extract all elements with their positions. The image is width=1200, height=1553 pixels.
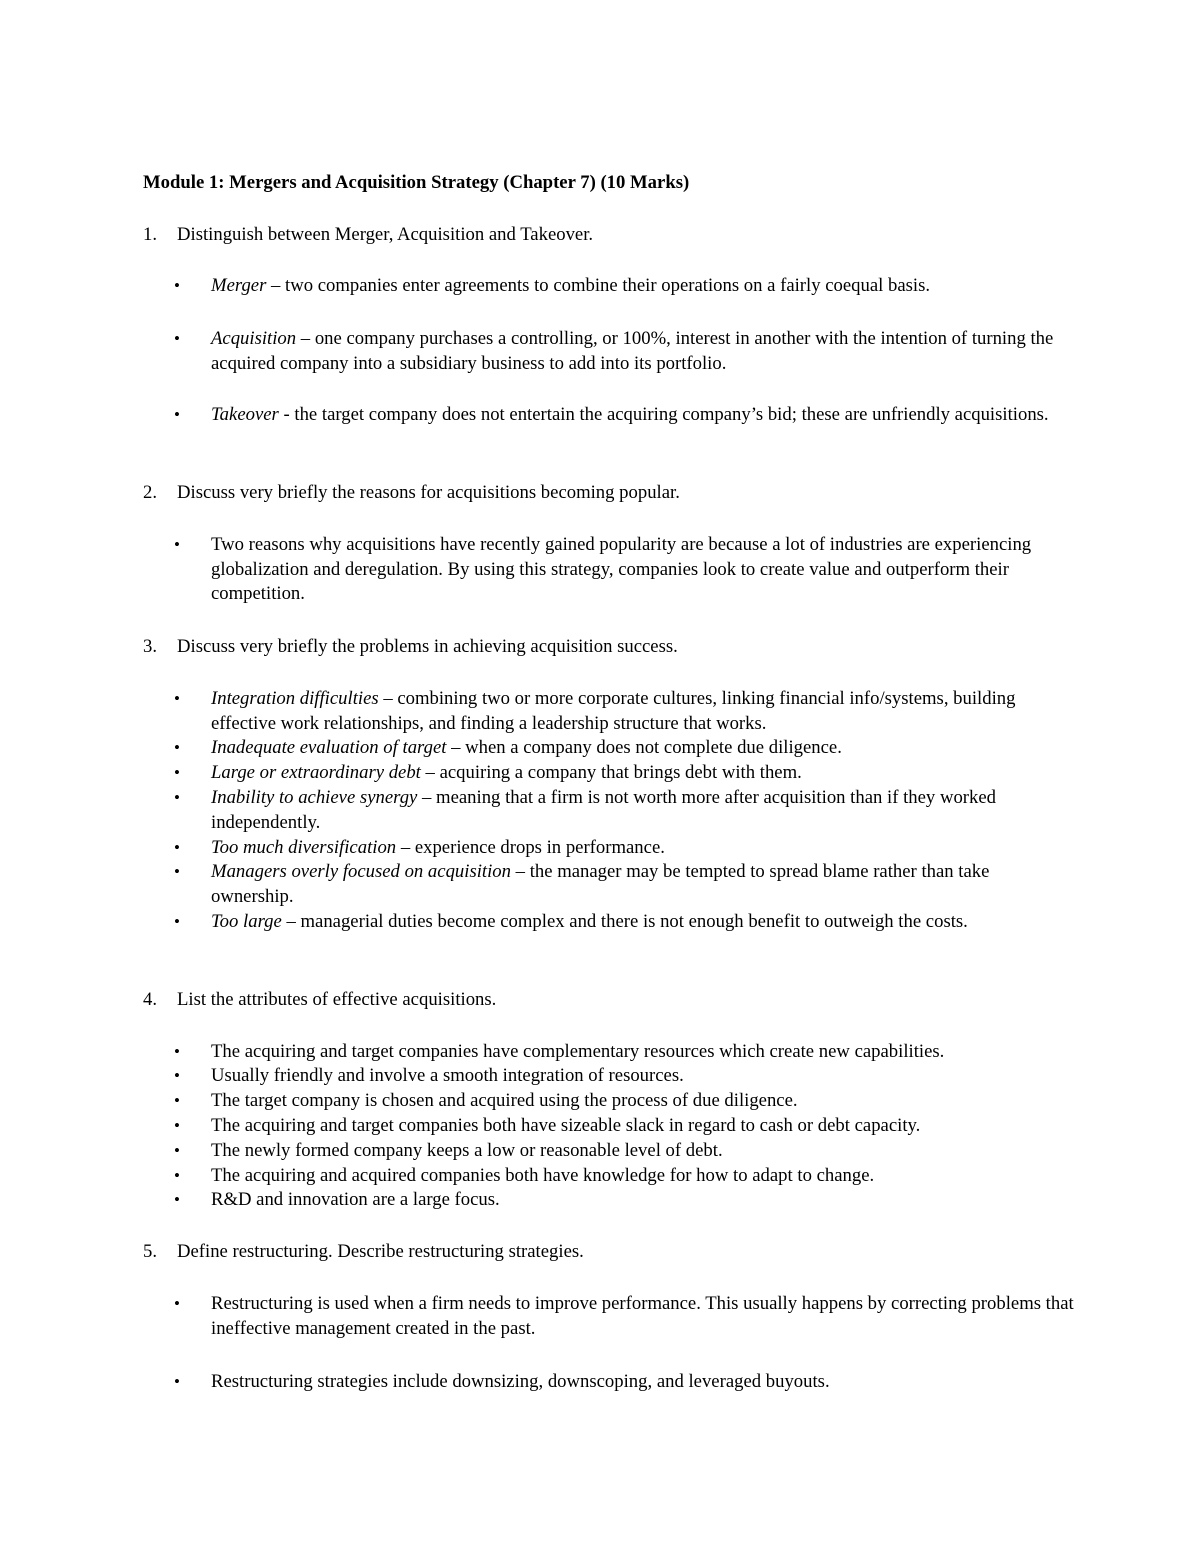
bullet-icon: • <box>174 1066 180 1085</box>
question-text: Define restructuring. Describe restructuring strategies. <box>177 1241 584 1262</box>
list-item <box>174 1064 1074 1089</box>
bullet-icon: • <box>174 838 180 857</box>
question-number: 3. <box>143 636 158 657</box>
question-text: Distinguish between Merger, Acquisition and Takeover. <box>177 224 594 245</box>
item-term: Large or extraordinary debt <box>211 762 421 783</box>
bullet-icon: • <box>174 1091 180 1110</box>
item-text: – two companies enter agreements to combine their operations on a fairly coequal basis. <box>266 275 931 296</box>
question-1 <box>143 223 593 248</box>
item-text: The target company is chosen and acquired using the process of due diligence. <box>211 1090 798 1111</box>
list-item <box>174 1139 1074 1164</box>
question-5 <box>143 1240 584 1265</box>
bullet-icon: • <box>174 788 180 807</box>
item-text: The acquiring and target companies have complementary resources which create new capabilities. <box>211 1041 945 1062</box>
list-item <box>174 327 1074 376</box>
bullet-icon: • <box>174 405 180 424</box>
item-text: R&D and innovation are a large focus. <box>211 1189 500 1210</box>
list-item <box>174 1114 1074 1139</box>
question-text: Discuss very briefly the reasons for acquisitions becoming popular. <box>177 482 680 503</box>
question-number: 2. <box>143 482 158 503</box>
question-number: 4. <box>143 989 158 1010</box>
bullet-icon: • <box>174 1042 180 1061</box>
list-item <box>174 761 1074 786</box>
list-item <box>174 1292 1074 1341</box>
bullet-icon: • <box>174 1116 180 1135</box>
item-text: The acquiring and target companies both have sizeable slack in regard to cash or debt capacity. <box>211 1115 921 1136</box>
item-text: Two reasons why acquisitions have recently gained popularity are because a lot of industries are experiencing globalization and deregulation. By using this strategy, companies look to create value and outperform their competition. <box>211 534 1032 605</box>
bullet-icon: • <box>174 1166 180 1185</box>
bullet-icon: • <box>174 1141 180 1160</box>
question-number: 5. <box>143 1241 158 1262</box>
bullet-icon: • <box>174 329 180 348</box>
question-4 <box>143 988 496 1013</box>
item-text: Usually friendly and involve a smooth integration of resources. <box>211 1065 684 1086</box>
item-text: The newly formed company keeps a low or reasonable level of debt. <box>211 1140 723 1161</box>
bullet-icon: • <box>174 1372 180 1391</box>
item-term: Inadequate evaluation of target <box>211 737 447 758</box>
list-item <box>174 1089 1074 1114</box>
bullet-icon: • <box>174 1190 180 1209</box>
item-text: – the manager may be tempted to spread blame rather than take ownership. <box>211 861 990 907</box>
question-text: List the attributes of effective acquisitions. <box>177 989 497 1010</box>
item-text: – meaning that a firm is not worth more after acquisition than if they worked independently. <box>211 787 996 833</box>
item-term: Managers overly focused on acquisition <box>211 861 511 882</box>
list-item <box>174 274 1074 299</box>
item-term: Too much diversification <box>211 837 397 858</box>
list-item <box>174 786 1074 835</box>
question-text: Discuss very briefly the problems in achieving acquisition success. <box>177 636 678 657</box>
question-3 <box>143 635 678 660</box>
list-item <box>174 1188 1074 1213</box>
bullet-icon: • <box>174 912 180 931</box>
bullet-icon: • <box>174 689 180 708</box>
item-term: Acquisition <box>211 328 297 349</box>
item-text: – combining two or more corporate cultures, linking financial info/systems, building effective work relationships, and finding a leadership structure that works. <box>211 688 1016 734</box>
item-text: Restructuring strategies include downsizing, downscoping, and leveraged buyouts. <box>211 1371 830 1392</box>
item-text: – managerial duties become complex and there is not enough benefit to outweigh the costs. <box>281 911 968 932</box>
question-number: 1. <box>143 224 158 245</box>
item-text: – one company purchases a controlling, or 100%, interest in another with the intention of turning the acquired company into a subsidiary business to add into its portfolio. <box>211 328 1054 374</box>
list-item <box>174 1040 1074 1065</box>
list-item <box>174 533 1074 607</box>
item-text: – experience drops in performance. <box>396 837 665 858</box>
item-text: – when a company does not complete due diligence. <box>446 737 842 758</box>
list-item <box>174 1164 1074 1189</box>
list-item <box>174 687 1074 736</box>
list-item <box>174 1370 1074 1395</box>
list-item <box>174 736 1074 761</box>
bullet-icon: • <box>174 763 180 782</box>
item-text: The acquiring and acquired companies both have knowledge for how to adapt to change. <box>211 1165 875 1186</box>
list-item <box>174 860 1074 909</box>
list-item <box>174 836 1074 861</box>
item-term: Inability to achieve synergy <box>211 787 418 808</box>
list-item <box>174 910 1074 935</box>
item-text: – acquiring a company that brings debt with them. <box>420 762 802 783</box>
item-term: Merger <box>211 275 267 296</box>
item-term: Too large <box>211 911 282 932</box>
item-text: Restructuring is used when a firm needs to improve performance. This usually happens by correcting problems that ineffective management created in the past. <box>211 1293 1074 1339</box>
page-title: Module 1: Mergers and Acquisition Strategy (Chapter 7) (10 Marks) <box>143 172 690 193</box>
bullet-icon: • <box>174 276 180 295</box>
bullet-icon: • <box>174 738 180 757</box>
bullet-icon: • <box>174 535 180 554</box>
question-2 <box>143 481 680 506</box>
list-item <box>174 403 1074 428</box>
bullet-icon: • <box>174 862 180 881</box>
bullet-icon: • <box>174 1294 180 1313</box>
item-text: - the target company does not entertain the acquiring company’s bid; these are unfriendly acquisitions. <box>278 404 1049 425</box>
item-term: Integration difficulties <box>211 688 379 709</box>
item-term: Takeover <box>211 404 279 425</box>
